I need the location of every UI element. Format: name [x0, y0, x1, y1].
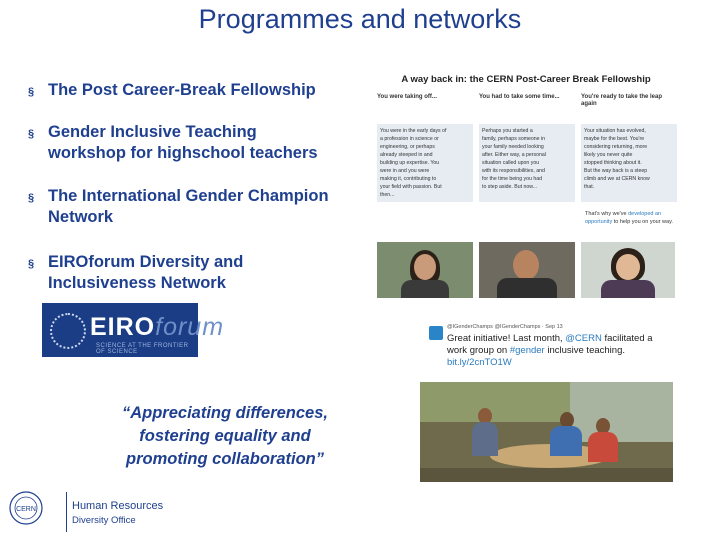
fellowship-poster: [375, 70, 677, 300]
poster-extra-text: That's why we've developed an opportunity to help you on your way.: [585, 211, 673, 225]
poster-column-body: Your situation has evolved, maybe for the best. You're considering returning, more likely you never quite stopped thinking about it. But the way back is a steep climb and we at CERN know that.: [581, 124, 677, 202]
bullet-text: The Post Career-Break Fellowship: [48, 81, 316, 99]
poster-photo: [581, 242, 675, 298]
poster-column-body: Perhaps you started a family, perhaps someone in your family needed looking after. Either way, a personal situation called upon you with its responsibilities, and for the time being you had to step aside. But now...: [479, 124, 575, 202]
poster-column-body: You were in the early days of a profession in science or engineering, or perhaps already steeped in and building up expertise. You were in and you were making it, contributing to your field with passion. But then...: [377, 124, 473, 202]
bullet-item: [28, 186, 368, 228]
poster-title: A way back in: the CERN Post-Career Break Fellowship: [401, 74, 651, 85]
svg-text:CERN: CERN: [16, 506, 36, 513]
footer-divider: [66, 492, 67, 532]
poster-column: [581, 94, 677, 202]
bullet-marker: §: [28, 192, 35, 204]
poster-column: [479, 94, 575, 202]
quote-line: fostering equality and: [139, 427, 311, 445]
bullet-marker: §: [28, 258, 35, 270]
bullet-item: [28, 252, 368, 294]
poster-column-head: You had to take some time...: [479, 94, 560, 100]
quote: [90, 402, 360, 471]
eiroforum-logo: [42, 303, 225, 357]
tweet: [427, 322, 670, 380]
poster-photo: [377, 242, 473, 298]
tweet-mention: @CERN: [565, 333, 602, 344]
footer-office: Diversity Office: [72, 515, 136, 526]
tweet-handle: @IGenderChamps @IGenderChamps · Sep 13: [447, 324, 563, 330]
footer-department: Human Resources: [72, 500, 164, 512]
bullet-text: Gender Inclusive Teaching workshop for highschool teachers: [48, 123, 318, 162]
quote-line: promoting collaboration”: [126, 450, 324, 468]
poster-column-head: You were taking off...: [377, 94, 437, 100]
cern-logo-icon: [8, 490, 44, 526]
tweet-hashtag: #gender: [509, 345, 545, 356]
poster-column: [377, 94, 473, 202]
poster-column-head: You're ready to take the leap again: [581, 94, 663, 107]
eiro-logo-tagline: SCIENCE AT THE FRONTIER OF SCIENCE: [96, 343, 189, 355]
poster-photo: [479, 242, 575, 298]
bullet-marker: §: [28, 128, 35, 140]
twitter-avatar-icon: [429, 326, 443, 340]
bullet-text: The International Gender Champion Network: [48, 187, 329, 226]
bullet-text: EIROforum Diversity and Inclusiveness Network: [48, 253, 244, 292]
quote-line: “Appreciating differences,: [121, 404, 328, 422]
bullet-item: [28, 80, 368, 101]
slide-title: Programmes and networks: [198, 4, 522, 34]
workshop-photo: [420, 382, 673, 482]
bullet-marker: §: [28, 86, 35, 98]
eiro-stars-icon: [50, 313, 86, 349]
tweet-text: Great initiative! Last month, @CERN facilitated a work group on #gender inclusive teaching. bit.ly/2cnTO1W: [447, 333, 653, 368]
tweet-link: bit.ly/2cnTO1W: [447, 357, 512, 368]
eiro-logo-word: EIROforum: [90, 313, 225, 341]
bullet-item: [28, 122, 368, 164]
